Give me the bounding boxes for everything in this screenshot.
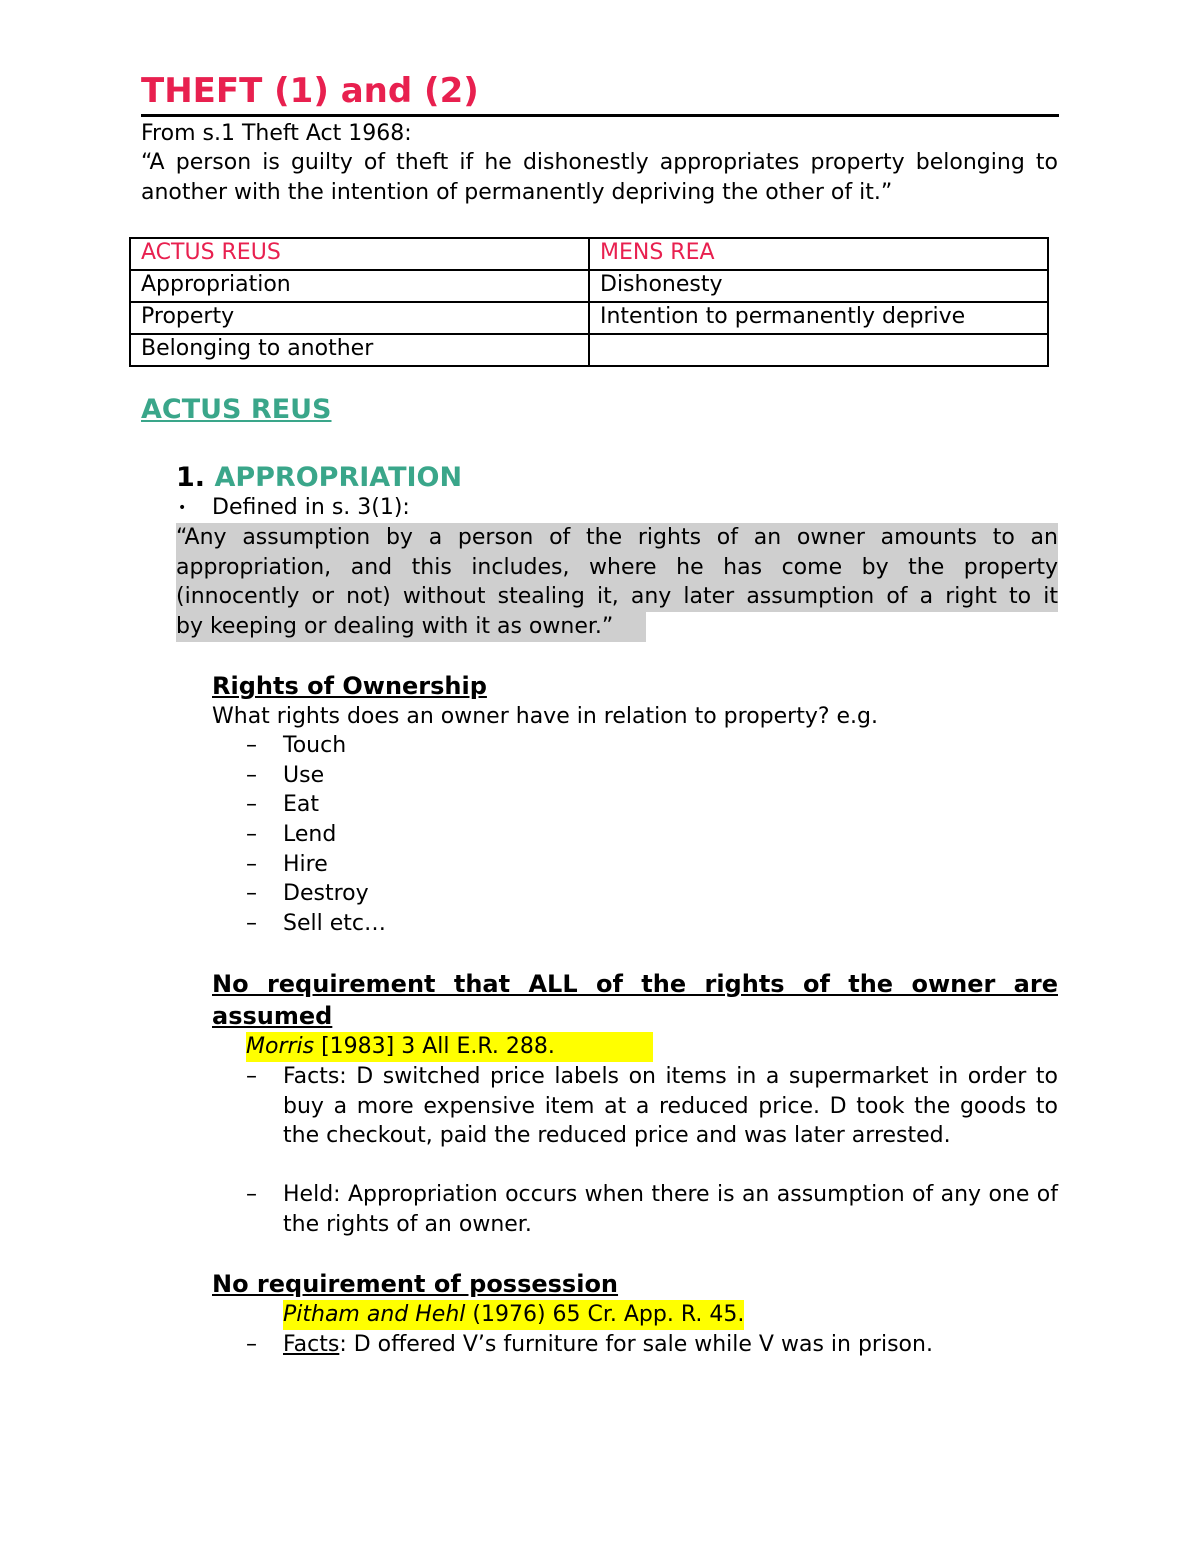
list-item: – Hire — [246, 851, 328, 877]
list-item: – Use — [246, 762, 325, 788]
morris-facts: – Facts: D switched price labels on items in a supermarket in order to buy a more expensive item at a reduced price. D took the goods to the checkout, paid the reduced price and was later arrested. — [246, 1062, 1058, 1151]
table-cell: Intention to permanently deprive — [589, 302, 1048, 334]
no-all-rights-heading: No requirement that ALL of the rights of the owner are assumed — [212, 970, 1058, 1030]
table-cell: Property — [130, 302, 589, 334]
morris-case — [246, 1032, 653, 1062]
title-underline-rule — [141, 114, 1059, 117]
facts-label: Facts — [283, 1332, 340, 1357]
bullet-icon: • — [178, 500, 187, 516]
rights-question: What rights does an owner have in relation to property? e.g. — [212, 704, 879, 729]
table-cell — [589, 334, 1048, 366]
quote-line: (innocently or not) without stealing it, any later assumption of a right to it — [176, 582, 1058, 612]
table-row — [130, 334, 1048, 366]
rights-heading: Rights of Ownership — [212, 672, 487, 700]
list-item: – Touch — [246, 733, 347, 758]
held-text: Held: Appropriation occurs when there is an assumption of any one of the rights of an owner. — [283, 1182, 1058, 1237]
quote-line: appropriation, and this includes, where he has come by the property — [176, 553, 1058, 583]
table-cell: Appropriation — [130, 270, 589, 302]
section-heading-actus-reus: ACTUS REUS — [141, 394, 332, 425]
list-item: – Sell etc… — [246, 911, 386, 937]
heading-text: APPROPRIATION — [214, 462, 463, 493]
table-cell: Dishonesty — [589, 270, 1048, 302]
table-row — [130, 302, 1048, 334]
facts-text: Facts: D switched price labels on items in a supermarket in order to buy a more expensive item at a reduced price. D took the goods to the checkout, paid the reduced price and was later arrested. — [283, 1064, 1058, 1148]
header-mens-rea: MENS REA — [589, 238, 1048, 270]
pitham-facts: – Facts: D offered V’s furniture for sale while V was in prison. — [246, 1332, 933, 1357]
quote-line: “Any assumption by a person of the rights of an owner amounts to an — [176, 523, 1058, 553]
table-row — [130, 270, 1048, 302]
no-possession-heading: No requirement of possession — [212, 1270, 619, 1298]
case-citation: (1976) 65 Cr. App. R. 45. — [465, 1302, 745, 1327]
document-title: THEFT (1) and (2) — [141, 71, 479, 111]
table-cell: Belonging to another — [130, 334, 589, 366]
case-name: Pitham and Hehl — [283, 1302, 466, 1327]
table-header-row — [130, 238, 1048, 270]
case-name: Morris — [246, 1034, 315, 1059]
facts-text: : D offered V’s furniture for sale while V was in prison. — [339, 1332, 933, 1357]
elements-table — [129, 237, 1049, 367]
case-citation: [1983] 3 All E.R. 288. — [314, 1034, 555, 1059]
definition-bullet — [178, 493, 410, 523]
header-actus-reus: ACTUS REUS — [130, 238, 589, 270]
morris-held: – Held: Appropriation occurs when there is an assumption of any one of the rights of an owner. — [246, 1180, 1058, 1239]
list-item: – Destroy — [246, 881, 369, 907]
quote-line: by keeping or dealing with it as owner.” — [176, 612, 646, 642]
bullet-text: Defined in s. 3(1): — [212, 495, 410, 520]
pitham-case — [283, 1300, 744, 1330]
theft-definition: “A person is guilty of theft if he dishonestly appropriates property belonging to another with the intention of permanently depriving the other of it.” — [141, 150, 1058, 205]
heading-number: 1. — [176, 462, 206, 493]
list-item: – Lend — [246, 822, 337, 848]
appropriation-heading — [176, 460, 462, 496]
rights-list — [246, 731, 386, 939]
statute-source: From s.1 Theft Act 1968: — [141, 121, 412, 146]
list-item: – Eat — [246, 792, 320, 818]
